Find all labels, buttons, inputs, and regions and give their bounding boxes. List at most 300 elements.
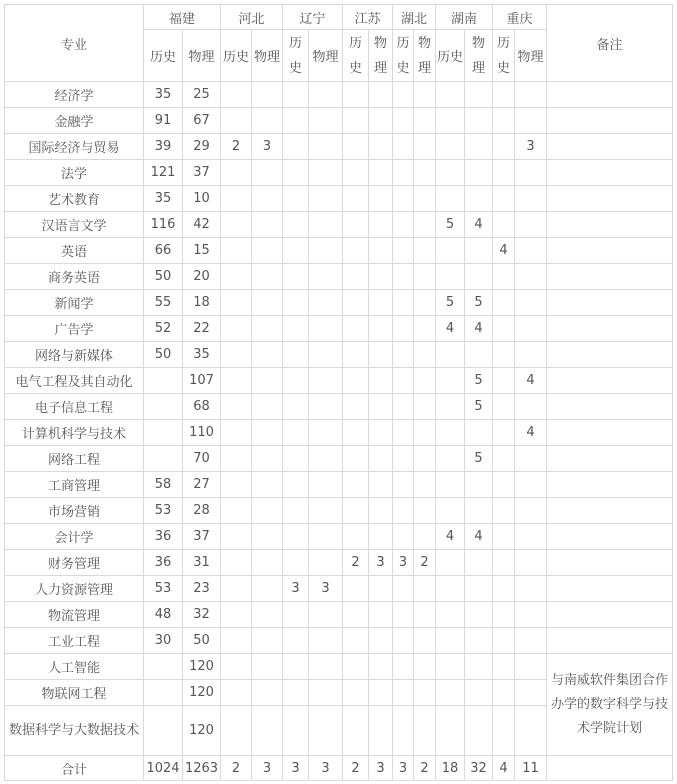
value-cell: [436, 82, 465, 108]
table-row: [5, 82, 673, 108]
value-cell: [465, 160, 493, 186]
value-cell: [343, 134, 369, 160]
value-cell: 39: [144, 134, 183, 160]
value-cell: [414, 290, 436, 316]
value-cell: 48: [144, 602, 183, 628]
province-header-hebei: 河北: [221, 5, 283, 30]
value-cell: [369, 108, 393, 134]
value-cell: [309, 368, 343, 394]
value-cell: [221, 576, 252, 602]
value-cell: [309, 394, 343, 420]
value-cell: 116: [144, 212, 183, 238]
total-cell: 4: [493, 756, 515, 781]
value-cell: [221, 524, 252, 550]
value-cell: [221, 160, 252, 186]
value-cell: [436, 160, 465, 186]
value-cell: [343, 316, 369, 342]
value-cell: [283, 134, 309, 160]
value-cell: [144, 394, 183, 420]
table-row: [5, 186, 673, 212]
value-cell: [436, 550, 465, 576]
value-cell: [414, 654, 436, 680]
value-cell: [369, 420, 393, 446]
major-cell: 计算机科学与技术: [5, 420, 144, 446]
value-cell: [393, 160, 414, 186]
value-cell: [369, 264, 393, 290]
subject-header-hubei-physics: 物理: [414, 30, 436, 82]
total-cell: 1263: [183, 756, 221, 781]
value-cell: [436, 472, 465, 498]
subject-header-fujian-history: 历史: [144, 30, 183, 82]
major-cell: 新闻学: [5, 290, 144, 316]
value-cell: [465, 420, 493, 446]
note-cell: [547, 134, 673, 160]
value-cell: [515, 160, 547, 186]
total-row: [5, 756, 673, 781]
value-cell: [343, 212, 369, 238]
value-cell: [252, 264, 283, 290]
table-row: [5, 524, 673, 550]
value-cell: [493, 368, 515, 394]
value-cell: [309, 186, 343, 212]
major-cell: 会计学: [5, 524, 144, 550]
value-cell: [414, 212, 436, 238]
value-cell: [369, 446, 393, 472]
value-cell: [221, 550, 252, 576]
value-cell: [493, 134, 515, 160]
value-cell: 30: [144, 628, 183, 654]
note-cell: [547, 290, 673, 316]
value-cell: [393, 680, 414, 706]
value-cell: [343, 290, 369, 316]
subject-header-hunan-history: 历史: [436, 30, 465, 82]
value-cell: [436, 342, 465, 368]
subject-header-hebei-physics: 物理: [252, 30, 283, 82]
major-cell: 电气工程及其自动化: [5, 368, 144, 394]
value-cell: [343, 368, 369, 394]
value-cell: [493, 108, 515, 134]
note-cell: [547, 264, 673, 290]
note-cell: [547, 420, 673, 446]
value-cell: [436, 706, 465, 756]
major-cell: 经济学: [5, 82, 144, 108]
table-row: [5, 602, 673, 628]
value-cell: [436, 368, 465, 394]
value-cell: [493, 602, 515, 628]
major-cell: 数据科学与大数据技术: [5, 706, 144, 756]
value-cell: [493, 446, 515, 472]
value-cell: [221, 628, 252, 654]
note-cell: [547, 524, 673, 550]
value-cell: [221, 420, 252, 446]
value-cell: [221, 706, 252, 756]
table-row: [5, 212, 673, 238]
value-cell: [369, 498, 393, 524]
value-cell: [369, 342, 393, 368]
value-cell: [369, 160, 393, 186]
table-row: [5, 290, 673, 316]
table-row: [5, 394, 673, 420]
note-cell: [547, 82, 673, 108]
value-cell: [465, 706, 493, 756]
value-cell: [393, 472, 414, 498]
value-cell: [414, 316, 436, 342]
value-cell: [414, 680, 436, 706]
value-cell: [283, 498, 309, 524]
value-cell: [369, 316, 393, 342]
value-cell: [393, 212, 414, 238]
value-cell: [393, 602, 414, 628]
value-cell: [283, 368, 309, 394]
major-cell: 物流管理: [5, 602, 144, 628]
value-cell: [436, 238, 465, 264]
value-cell: [309, 524, 343, 550]
value-cell: 3: [309, 576, 343, 602]
value-cell: [393, 82, 414, 108]
value-cell: [414, 602, 436, 628]
value-cell: [369, 628, 393, 654]
value-cell: [309, 316, 343, 342]
value-cell: [252, 628, 283, 654]
value-cell: [436, 394, 465, 420]
value-cell: [252, 108, 283, 134]
value-cell: 52: [144, 316, 183, 342]
value-cell: 58: [144, 472, 183, 498]
value-cell: [436, 576, 465, 602]
value-cell: [144, 446, 183, 472]
value-cell: [252, 316, 283, 342]
value-cell: 50: [144, 264, 183, 290]
total-cell: 11: [515, 756, 547, 781]
table-row: [5, 134, 673, 160]
value-cell: [221, 238, 252, 264]
value-cell: [414, 420, 436, 446]
value-cell: [221, 394, 252, 420]
note-cell: [547, 238, 673, 264]
value-cell: [369, 706, 393, 756]
value-cell: 42: [183, 212, 221, 238]
value-cell: [436, 602, 465, 628]
value-cell: 5: [436, 212, 465, 238]
province-header-liaoning: 辽宁: [283, 5, 343, 30]
table-row: [5, 342, 673, 368]
value-cell: [283, 290, 309, 316]
value-cell: [252, 654, 283, 680]
value-cell: [221, 654, 252, 680]
note-cell: [547, 368, 673, 394]
subject-header-hubei-history: 历史: [393, 30, 414, 82]
value-cell: [414, 342, 436, 368]
total-cell: 32: [465, 756, 493, 781]
value-cell: [436, 654, 465, 680]
value-cell: [252, 472, 283, 498]
value-cell: [493, 290, 515, 316]
value-cell: [283, 316, 309, 342]
value-cell: [414, 264, 436, 290]
value-cell: 53: [144, 576, 183, 602]
value-cell: [436, 108, 465, 134]
province-header-fujian: 福建: [144, 5, 221, 30]
value-cell: [283, 186, 309, 212]
total-note-cell: [547, 756, 673, 781]
value-cell: 23: [183, 576, 221, 602]
value-cell: [393, 524, 414, 550]
value-cell: [493, 342, 515, 368]
value-cell: [369, 290, 393, 316]
value-cell: [393, 108, 414, 134]
value-cell: [465, 264, 493, 290]
value-cell: [309, 472, 343, 498]
major-header: 专业: [5, 5, 144, 82]
value-cell: [309, 602, 343, 628]
value-cell: [393, 134, 414, 160]
value-cell: [393, 186, 414, 212]
value-cell: [283, 264, 309, 290]
value-cell: [393, 628, 414, 654]
value-cell: 10: [183, 186, 221, 212]
value-cell: 68: [183, 394, 221, 420]
value-cell: 4: [515, 420, 547, 446]
major-cell: 广告学: [5, 316, 144, 342]
province-header-hunan: 湖南: [436, 5, 493, 30]
value-cell: [414, 498, 436, 524]
value-cell: [493, 550, 515, 576]
value-cell: [369, 680, 393, 706]
value-cell: [393, 238, 414, 264]
note-cell: [547, 446, 673, 472]
table-row: [5, 264, 673, 290]
subject-header-chongqing-physics: 物理: [515, 30, 547, 82]
value-cell: [252, 238, 283, 264]
table-row: [5, 238, 673, 264]
value-cell: [309, 628, 343, 654]
value-cell: [343, 602, 369, 628]
value-cell: [221, 264, 252, 290]
value-cell: [309, 82, 343, 108]
value-cell: [493, 394, 515, 420]
value-cell: [252, 82, 283, 108]
table-row: [5, 576, 673, 602]
value-cell: [309, 212, 343, 238]
value-cell: 120: [183, 706, 221, 756]
value-cell: [283, 420, 309, 446]
value-cell: 66: [144, 238, 183, 264]
value-cell: [493, 498, 515, 524]
value-cell: 3: [283, 576, 309, 602]
value-cell: [493, 264, 515, 290]
value-cell: [343, 706, 369, 756]
value-cell: [343, 82, 369, 108]
value-cell: [252, 706, 283, 756]
note-cell: [547, 394, 673, 420]
value-cell: 29: [183, 134, 221, 160]
value-cell: 50: [144, 342, 183, 368]
total-cell: 18: [436, 756, 465, 781]
table-row: [5, 654, 673, 680]
value-cell: 121: [144, 160, 183, 186]
major-cell: 网络工程: [5, 446, 144, 472]
value-cell: [393, 654, 414, 680]
table-row: [5, 368, 673, 394]
value-cell: [369, 524, 393, 550]
merged-note-text: 与南威软件集团合作办学的数字科学与技术学院计划: [550, 672, 668, 736]
table-row: [5, 628, 673, 654]
value-cell: [515, 316, 547, 342]
value-cell: [283, 160, 309, 186]
value-cell: [309, 290, 343, 316]
value-cell: 18: [183, 290, 221, 316]
value-cell: [343, 628, 369, 654]
total-cell: 3: [309, 756, 343, 781]
table-row: [5, 420, 673, 446]
value-cell: [221, 446, 252, 472]
value-cell: [414, 628, 436, 654]
value-cell: [515, 342, 547, 368]
note-cell: [547, 498, 673, 524]
value-cell: [369, 212, 393, 238]
value-cell: 22: [183, 316, 221, 342]
value-cell: [309, 446, 343, 472]
value-cell: [465, 238, 493, 264]
value-cell: 4: [515, 368, 547, 394]
value-cell: [144, 680, 183, 706]
value-cell: [515, 498, 547, 524]
value-cell: [493, 680, 515, 706]
major-cell: 电子信息工程: [5, 394, 144, 420]
value-cell: [393, 576, 414, 602]
value-cell: [493, 316, 515, 342]
value-cell: 3: [252, 134, 283, 160]
value-cell: [283, 654, 309, 680]
value-cell: 5: [465, 446, 493, 472]
value-cell: [283, 524, 309, 550]
value-cell: [343, 238, 369, 264]
total-cell: 3: [369, 756, 393, 781]
value-cell: 5: [465, 368, 493, 394]
value-cell: [465, 82, 493, 108]
value-cell: 2: [414, 550, 436, 576]
value-cell: [343, 394, 369, 420]
value-cell: 70: [183, 446, 221, 472]
value-cell: [283, 472, 309, 498]
value-cell: [369, 368, 393, 394]
value-cell: [343, 576, 369, 602]
major-cell: 市场营销: [5, 498, 144, 524]
value-cell: [515, 576, 547, 602]
value-cell: [515, 212, 547, 238]
major-cell: 工业工程: [5, 628, 144, 654]
note-cell: [547, 550, 673, 576]
value-cell: [465, 550, 493, 576]
value-cell: [309, 498, 343, 524]
value-cell: 50: [183, 628, 221, 654]
value-cell: [283, 394, 309, 420]
value-cell: 4: [465, 212, 493, 238]
value-cell: [393, 394, 414, 420]
value-cell: [369, 186, 393, 212]
value-cell: [515, 706, 547, 756]
value-cell: 53: [144, 498, 183, 524]
value-cell: [252, 186, 283, 212]
value-cell: [343, 342, 369, 368]
province-header-hubei: 湖北: [393, 5, 436, 30]
value-cell: [343, 524, 369, 550]
table-row: [5, 550, 673, 576]
value-cell: [493, 212, 515, 238]
value-cell: [515, 550, 547, 576]
value-cell: [343, 186, 369, 212]
value-cell: [493, 472, 515, 498]
value-cell: [343, 446, 369, 472]
value-cell: [465, 576, 493, 602]
value-cell: [465, 602, 493, 628]
note-cell: [547, 602, 673, 628]
value-cell: [283, 212, 309, 238]
value-cell: [369, 654, 393, 680]
value-cell: 35: [144, 186, 183, 212]
value-cell: [465, 680, 493, 706]
value-cell: 2: [343, 550, 369, 576]
value-cell: 110: [183, 420, 221, 446]
total-cell: 3: [283, 756, 309, 781]
value-cell: 37: [183, 160, 221, 186]
value-cell: [283, 628, 309, 654]
value-cell: [343, 472, 369, 498]
value-cell: 15: [183, 238, 221, 264]
value-cell: [414, 524, 436, 550]
value-cell: [436, 264, 465, 290]
value-cell: [369, 82, 393, 108]
province-header-jiangsu: 江苏: [343, 5, 393, 30]
note-cell: [547, 472, 673, 498]
value-cell: [252, 550, 283, 576]
value-cell: [252, 498, 283, 524]
value-cell: [343, 160, 369, 186]
subject-header-jiangsu-history: 历史: [343, 30, 369, 82]
value-cell: [369, 576, 393, 602]
table-row: [5, 498, 673, 524]
value-cell: [144, 420, 183, 446]
subject-header-jiangsu-physics: 物理: [369, 30, 393, 82]
value-cell: 25: [183, 82, 221, 108]
table-row: [5, 446, 673, 472]
value-cell: 31: [183, 550, 221, 576]
value-cell: 28: [183, 498, 221, 524]
value-cell: [515, 238, 547, 264]
value-cell: [493, 524, 515, 550]
total-cell: 2: [414, 756, 436, 781]
value-cell: [515, 628, 547, 654]
value-cell: [369, 602, 393, 628]
value-cell: 35: [183, 342, 221, 368]
major-cell: 汉语言文学: [5, 212, 144, 238]
value-cell: [221, 186, 252, 212]
value-cell: [515, 82, 547, 108]
note-cell: [547, 576, 673, 602]
value-cell: [283, 446, 309, 472]
enrollment-plan-table: [4, 4, 673, 781]
value-cell: [309, 654, 343, 680]
value-cell: [309, 706, 343, 756]
major-cell: 物联网工程: [5, 680, 144, 706]
note-cell: [547, 342, 673, 368]
value-cell: 5: [465, 394, 493, 420]
value-cell: [515, 602, 547, 628]
value-cell: [309, 134, 343, 160]
value-cell: [252, 342, 283, 368]
value-cell: [414, 446, 436, 472]
value-cell: [436, 446, 465, 472]
